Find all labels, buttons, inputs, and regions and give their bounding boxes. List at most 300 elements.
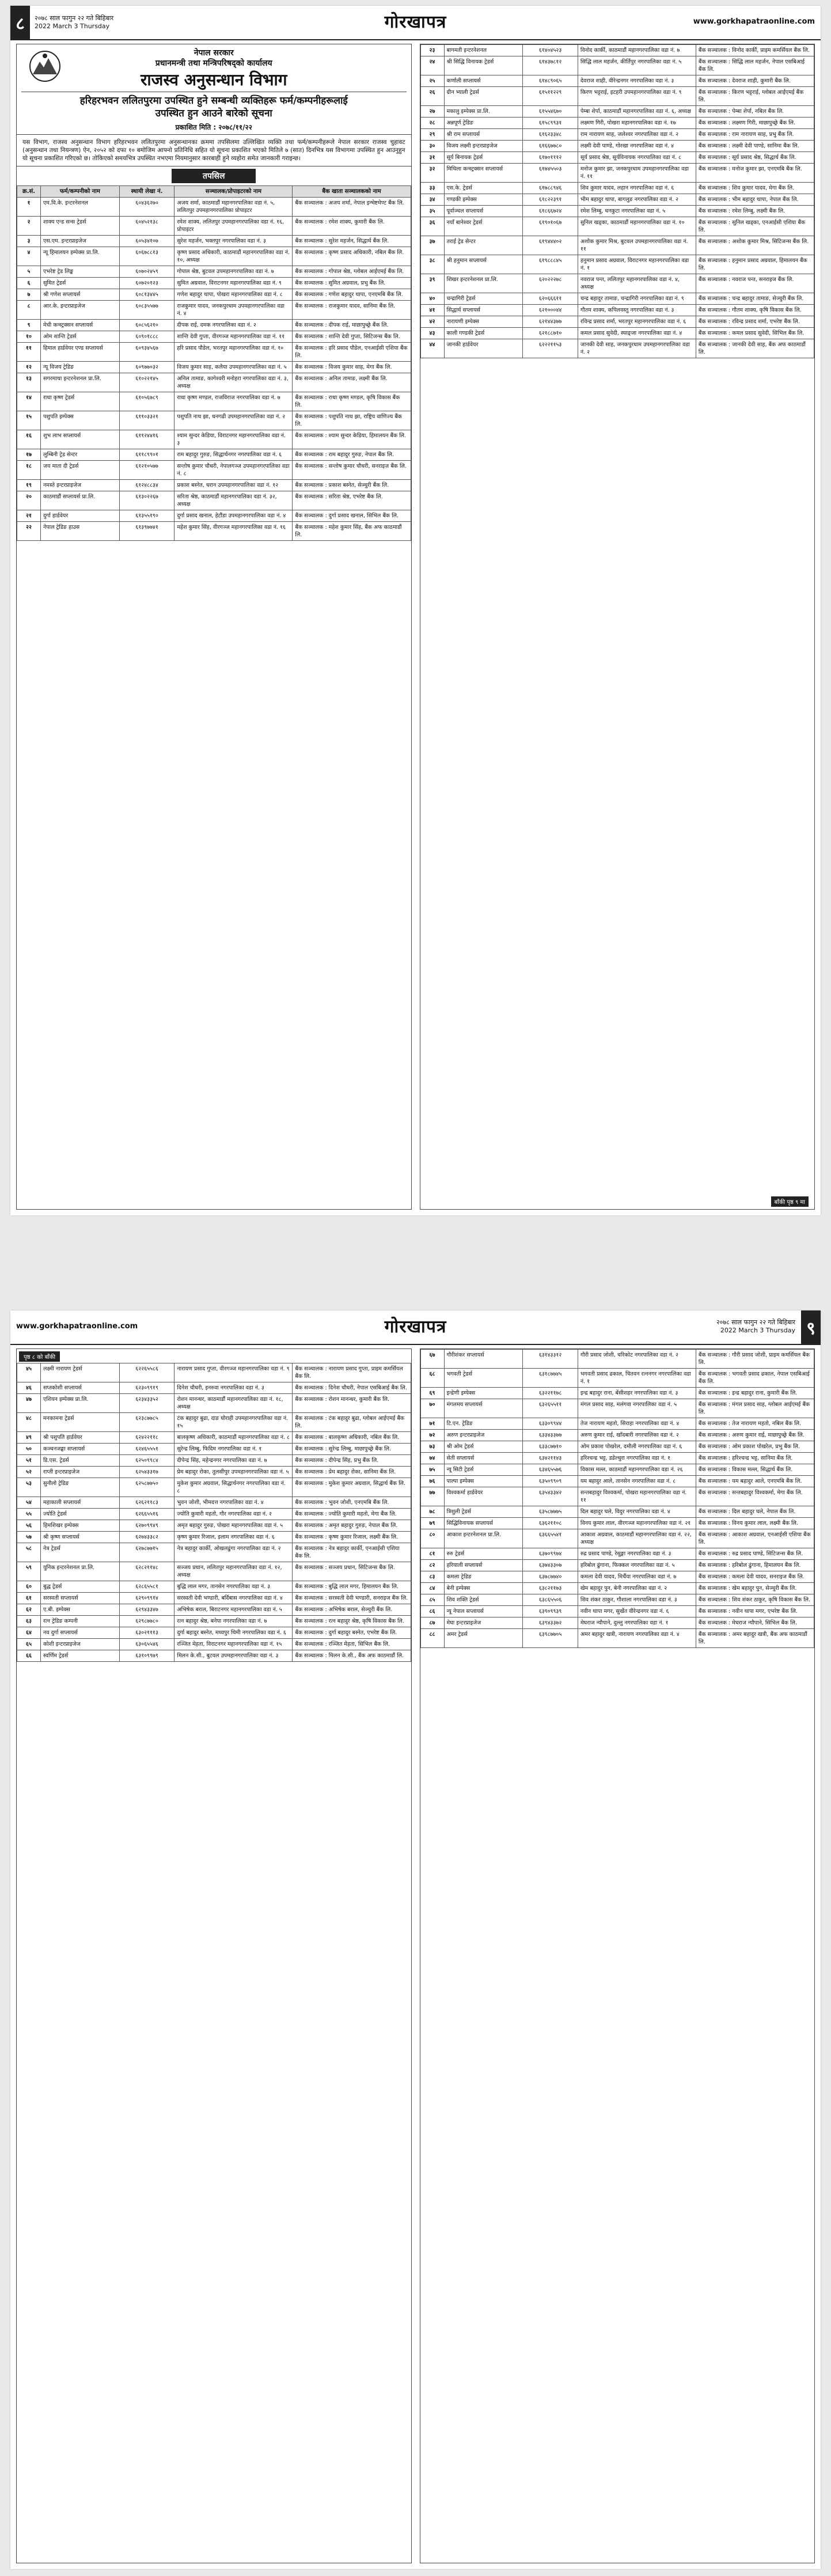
table-row xyxy=(420,1487,814,1506)
bank-cell: बैंक सञ्चालक : दिनेश चौधरी, नेपाल एसबिआई बैंक लि. xyxy=(293,1382,411,1394)
page-columns xyxy=(16,1348,815,2563)
owner-cell: कृष्ण कुमार रिजाल, इलाम नगरपालिका वडा नं. ६ xyxy=(174,1532,293,1543)
pan-number-cell: ६२७८७७१५ xyxy=(119,1543,174,1562)
serial-number-cell: ४५ xyxy=(17,1363,41,1382)
bank-cell: बैंक सञ्चालक : सन्तोष कुमार चौधरी, सनराइज बैंक लि. xyxy=(293,461,411,480)
serial-number-cell: ६७ xyxy=(420,1350,444,1369)
table-row xyxy=(17,1581,411,1593)
firm-name-cell: नारायणी इम्पेक्स xyxy=(444,316,523,328)
serial-number-cell: २९ xyxy=(420,129,444,141)
table-row xyxy=(17,1520,411,1532)
newspaper-title: गोरखापत्र xyxy=(384,12,447,32)
table-row xyxy=(17,510,411,522)
bank-cell: बैंक सञ्चालक : राजकुमार यादव, सानिमा बैंक लि. xyxy=(293,301,411,320)
serial-number-cell: २० xyxy=(17,491,41,510)
table-row xyxy=(17,1639,411,1650)
serial-number-cell: ८२ xyxy=(420,1560,444,1571)
firm-name-cell: सेती सप्लायर्स xyxy=(444,1453,523,1464)
table-row xyxy=(420,1518,814,1529)
masthead xyxy=(10,1310,821,1345)
masthead xyxy=(10,6,821,40)
bank-cell: बैंक सञ्चालक : रुद्र प्रसाद पाण्डे, सिटिजन्स बैंक लि. xyxy=(696,1548,814,1560)
firm-name-cell: जानकी हार्डवेयर xyxy=(444,339,523,358)
table-row xyxy=(420,236,814,255)
table-row xyxy=(17,1467,411,1478)
bank-cell: बैंक सञ्चालक : दुर्गा प्रसाद खनाल, सिभिल बैंक लि. xyxy=(293,510,411,522)
table-row xyxy=(420,316,814,328)
owner-cell: विजय कुमार साह, कलैया उपमहानगरपालिका वडा नं. ५ xyxy=(174,362,293,373)
owner-cell: लक्ष्मण गिरी, पोखरा महानगरपालिका वडा नं. १७ xyxy=(578,118,696,129)
serial-number-cell: १४ xyxy=(17,392,41,411)
owner-cell: भीम बहादुर थापा, बागलुङ नगरपालिका वडा नं. २ xyxy=(578,194,696,206)
serial-number-cell: ६४ xyxy=(17,1627,41,1639)
serial-number-cell: ८ xyxy=(17,301,41,320)
bank-cell: बैंक सञ्चालक : मुकेश कुमार अग्रवाल, सिद्धार्थ बैंक लि. xyxy=(293,1478,411,1497)
bank-cell: बैंक सञ्चालक : प्रकाश बस्नेत, सेञ्चुरी बैंक लि. xyxy=(293,480,411,491)
table-row xyxy=(17,1455,411,1467)
owner-cell: गणेश बहादुर थापा, पोखरा महानगरपालिका वडा नं. ८ xyxy=(174,289,293,301)
firm-name-cell: मिथिला कन्स्ट्रक्सन सप्लायर्स xyxy=(444,164,523,183)
bank-cell: बैंक सञ्चालक : मेघराज न्यौपाने, सिभिल बैंक लि. xyxy=(696,1617,814,1629)
owner-cell: हरि प्रसाद पौडेल, भरतपुर महानगरपालिका वडा नं. १० xyxy=(174,343,293,362)
serial-number-cell: २२ xyxy=(17,522,41,541)
firm-name-cell: दुर्गा हार्डवेयर xyxy=(41,510,120,522)
firm-name-cell: राप्ती इन्टरप्राइजेज xyxy=(41,1467,120,1478)
pan-number-cell: ६३६६५५४१ xyxy=(523,1529,578,1548)
bank-cell: बैंक सञ्चालक : रत्न बहादुर श्रेष्ठ, कृषि विकास बैंक लि. xyxy=(293,1616,411,1627)
firm-name-cell: त्रिशुली ट्रेडर्स xyxy=(444,1506,523,1518)
firm-name-cell: हिमशिखर इम्पेक्स xyxy=(41,1520,120,1532)
owner-cell: अभिषेक बराल, बिराटनगर महानगरपालिका वडा नं. ५ xyxy=(174,1604,293,1616)
schedule-title: तपसिल xyxy=(172,169,256,183)
owner-cell: दीपक राई, दमक नगरपालिका वडा नं. २ xyxy=(174,320,293,331)
firm-name-cell: नव दुर्गा सप्लायर्स xyxy=(41,1627,120,1639)
firm-name-cell: न्यू नेपाल सप्लायर्स xyxy=(444,1606,523,1617)
pan-number-cell: ६२३८७७८५ xyxy=(119,1413,174,1432)
pan-number-cell: ६२१४४३७७ xyxy=(523,316,578,328)
table-row xyxy=(420,1476,814,1487)
bank-cell: बैंक सञ्चालक : गणेश बहादुर थापा, एनएमबि बैंक लि. xyxy=(293,289,411,301)
firm-name-cell: सुनौलो ट्रेडिङ xyxy=(41,1478,120,1497)
bank-cell: बैंक सञ्चालक : बुद्धि लाल मगर, हिमालयन बैंक लि. xyxy=(293,1581,411,1593)
table-row xyxy=(420,1399,814,1418)
serial-number-cell: ३० xyxy=(420,141,444,152)
owner-cell: महेश कुमार सिंह, वीरगञ्ज महानगरपालिका वडा नं. १६ xyxy=(174,522,293,541)
firm-name-cell: गौरीशंकर सप्लायर्स xyxy=(444,1350,523,1369)
table-row xyxy=(420,328,814,339)
header-bank: बैंक खाता सञ्चालकको नाम xyxy=(293,186,411,198)
serial-number-cell: ३३ xyxy=(420,183,444,194)
table-row xyxy=(17,1562,411,1581)
bank-cell: बैंक सञ्चालक : देवराज शाही, कुमारी बैंक लि. xyxy=(696,75,814,87)
owner-cell: देवराज शाही, वीरेन्द्रनगर नगरपालिका वडा नं. ३ xyxy=(578,75,696,87)
pan-number-cell: ६३२६५५११ xyxy=(523,1399,578,1418)
page-number: ९ xyxy=(801,1310,821,1344)
table-row xyxy=(420,1583,814,1594)
serial-number-cell: ७० xyxy=(420,1399,444,1418)
table-row xyxy=(420,1350,814,1369)
serial-number-cell: १९ xyxy=(17,480,41,491)
bank-cell: बैंक सञ्चालक : तेज नारायण महतो, नबिल बैंक लि. xyxy=(696,1418,814,1430)
table-row xyxy=(17,392,411,411)
firm-name-cell: अमर ट्रेडर्स xyxy=(444,1629,523,1648)
table-row xyxy=(420,305,814,316)
serial-number-cell: २ xyxy=(17,217,41,236)
firm-name-cell: एशियन इम्पेक्स प्रा.लि. xyxy=(41,1394,120,1413)
serial-number-cell: ७१ xyxy=(420,1418,444,1430)
firm-name-cell: रुरु ट्रेडर्स xyxy=(444,1548,523,1560)
table-row xyxy=(17,331,411,343)
pan-number-cell: ६१५८९९३१ xyxy=(523,118,578,129)
table-row xyxy=(420,1617,814,1629)
date-english: 2022 March 3 Thursday xyxy=(720,1327,795,1334)
owner-cell: सुनिल खड्का, काठमाडौं महानगरपालिका वडा नं. १० xyxy=(578,217,696,236)
table-row xyxy=(420,217,814,236)
pan-number-cell: ६०८५६२१० xyxy=(119,320,174,331)
firm-name-cell: पशुपति इम्पेक्स xyxy=(41,411,120,430)
pan-number-cell: ६१९४४४०२ xyxy=(523,236,578,255)
table-row xyxy=(420,1571,814,1583)
owner-cell: शान्ति देवी गुप्ता, वीरगञ्ज महानगरपालिका वडा नं. ११ xyxy=(174,331,293,343)
serial-number-cell: ७९ xyxy=(420,1518,444,1529)
owner-cell: सिद्धि लाल महर्जन, कीर्तिपुर नगरपालिका वडा नं. ५ xyxy=(578,56,696,75)
bank-cell: बैंक सञ्चालक : शिव शंकर ठाकुर, कृषि विकास बैंक लि. xyxy=(696,1594,814,1606)
serial-number-cell: ११ xyxy=(17,343,41,362)
serial-number-cell: ४१ xyxy=(420,305,444,316)
notice-header xyxy=(17,44,411,135)
pan-number-cell: ६३०६५५४६ xyxy=(119,1639,174,1650)
owner-cell: मेघराज न्यौपाने, दुल्लु नगरपालिका वडा नं. १ xyxy=(578,1617,696,1629)
bank-cell: बैंक सञ्चालक : सिद्धि लाल महर्जन, नेपाल एसबिआई बैंक लि. xyxy=(696,56,814,75)
firm-name-cell: जय माता दी ट्रेडर्स xyxy=(41,461,120,480)
firm-name-cell: मंगलमय सप्लायर्स xyxy=(444,1399,523,1418)
table-row xyxy=(420,206,814,217)
notice-table-left xyxy=(17,185,411,541)
owner-cell: ज्योति कुमारी महतो, गौर नगरपालिका वडा नं. २ xyxy=(174,1509,293,1520)
owner-cell: प्रकाश बस्नेत, धरान उपमहानगरपालिका वडा नं. १२ xyxy=(174,480,293,491)
pan-number-cell: ६१५११२२९ xyxy=(523,87,578,106)
bank-cell: बैंक सञ्चालक : रविन्द्र प्रसाद शर्मा, एभरेष्ट बैंक लि. xyxy=(696,316,814,328)
pan-number-cell: ६११२४४१६ xyxy=(119,430,174,449)
pan-number-cell: ६११०३३२१ xyxy=(119,411,174,430)
firm-name-cell: श्री ओम ट्रेडर्स xyxy=(444,1441,523,1453)
masthead-date xyxy=(716,1319,795,1335)
serial-number-cell: ५२ xyxy=(17,1467,41,1478)
owner-cell: ओम प्रकाश पोखरेल, दमौली नगरपालिका वडा नं. ६ xyxy=(578,1441,696,1453)
serial-number-cell: ८४ xyxy=(420,1583,444,1594)
header-name: फर्म/कम्पनीको नाम xyxy=(41,186,120,198)
table-row xyxy=(420,106,814,118)
owner-cell: अनिल तामाङ, कागेश्वरी मनोहरा नगरपालिका वडा नं. ३, अध्यक्ष xyxy=(174,373,293,392)
firm-name-cell: शिखर इन्टरनेशनल प्रा.लि. xyxy=(444,274,523,293)
table-row xyxy=(17,289,411,301)
bank-cell: बैंक सञ्चालक : ओम प्रकाश पोखरेल, प्रभु बैंक लि. xyxy=(696,1441,814,1453)
bank-cell: बैंक सञ्चालक : पशुपति नाथ झा, राष्ट्रिय वाणिज्य बैंक लि. xyxy=(293,411,411,430)
page-columns xyxy=(16,44,815,1210)
pan-number-cell: ६२९८७७८० xyxy=(119,1616,174,1627)
owner-cell: दिनेश चौधरी, इनरुवा नगरपालिका वडा नं. ३ xyxy=(174,1382,293,1394)
newspaper-page-8 xyxy=(10,6,821,1215)
bank-cell: बैंक सञ्चालक : रञ्जित मेहता, सिभिल बैंक लि. xyxy=(293,1639,411,1650)
owner-cell: दुर्गा बहादुर बस्नेत, मध्यपुर थिमी नगरपालिका वडा नं. ६ xyxy=(174,1627,293,1639)
pan-number-cell: ६२६६५५१६ xyxy=(119,1509,174,1520)
pan-number-cell: ६१०५६७८९ xyxy=(119,392,174,411)
pan-number-cell: ६२१०००४४ xyxy=(523,305,578,316)
bank-cell: बैंक सञ्चालक : श्याम सुन्दर केडिया, हिमालयन बैंक लि. xyxy=(293,430,411,449)
firm-name-cell: शुभ लाभ सप्लायर्स xyxy=(41,430,120,449)
owner-cell: गौरी प्रसाद जोशी, चरिकोट नगरपालिका वडा नं. २ xyxy=(578,1350,696,1369)
firm-name-cell: मकालु इम्पेक्स प्रा.लि. xyxy=(444,106,523,118)
bank-cell: बैंक सञ्चालक : मंगल प्रसाद साह, ग्लोबल आईएमई बैंक लि. xyxy=(696,1399,814,1418)
bank-cell: बैंक सञ्चालक : राम बहादुर गुरुङ, नेपाल बैंक लि. xyxy=(293,449,411,461)
table-row xyxy=(17,449,411,461)
bank-cell: बैंक सञ्चालक : सरिता श्रेष्ठ, एभरेष्ट बैंक लि. xyxy=(293,491,411,510)
bank-cell: बैंक सञ्चालक : शान्ति देवी गुप्ता, सिटिजन्स बैंक लि. xyxy=(293,331,411,343)
table-row xyxy=(17,1444,411,1455)
firm-name-cell: डि.एस. ट्रेडर्स xyxy=(41,1455,120,1467)
firm-name-cell: ओम शान्ति ट्रेडर्स xyxy=(41,331,120,343)
serial-number-cell: १६ xyxy=(17,430,41,449)
firm-name-cell: टि.एन. ट्रेडिङ xyxy=(444,1418,523,1430)
table-row xyxy=(420,293,814,305)
owner-cell: अशोक कुमार मिश्र, बुटवल उपमहानगरपालिका वडा नं. ११ xyxy=(578,236,696,255)
masthead-date xyxy=(30,14,113,31)
serial-number-cell: ७३ xyxy=(420,1441,444,1453)
table-row xyxy=(420,164,814,183)
bank-cell: बैंक सञ्चालक : शिव कुमार यादव, मेगा बैंक लि. xyxy=(696,183,814,194)
serial-number-cell: ५ xyxy=(17,266,41,278)
bank-cell: बैंक सञ्चालक : लक्ष्मण गिरी, माछापुच्छ्रे बैंक लि. xyxy=(696,118,814,129)
pan-number-cell: ६२८६५५८१ xyxy=(119,1581,174,1593)
owner-cell: यम बहादुर आले, तानसेन नगरपालिका वडा नं. ८ xyxy=(578,1476,696,1487)
table-row xyxy=(17,266,411,278)
notice-table-right xyxy=(420,44,815,358)
bank-cell: बैंक सञ्चालक : अमृत बहादुर गुरुङ, नेपाल बैंक लि. xyxy=(293,1520,411,1532)
serial-number-cell: ४७ xyxy=(17,1394,41,1413)
owner-cell: खेम बहादुर पुन, बेनी नगरपालिका वडा नं. २ xyxy=(578,1583,696,1594)
pan-number-cell: ६१०२२१४५ xyxy=(119,373,174,392)
bank-cell: बैंक सञ्चालक : विकास मल्ल, सिद्धार्थ बैंक लि. xyxy=(696,1464,814,1476)
firm-name-cell: युनिक इन्टरनेशनल प्रा.लि. xyxy=(41,1562,120,1581)
bank-cell: बैंक सञ्चालक : विनय कुमार लाल, लक्ष्मी बैंक लि. xyxy=(696,1518,814,1529)
serial-number-cell: ५१ xyxy=(17,1455,41,1467)
bank-cell: बैंक सञ्चालक : दीपक राई, माछापुच्छ्रे बैंक लि. xyxy=(293,320,411,331)
pan-number-cell: ६३३८७७१० xyxy=(523,1441,578,1453)
bank-cell: बैंक सञ्चालक : कमल प्रसाद सुवेदी, सिभिल बैंक लि. xyxy=(696,328,814,339)
pan-number-cell: ६११८९९०१ xyxy=(119,449,174,461)
table-row xyxy=(420,1453,814,1464)
header-owner: सञ्चालक/प्रोपाइटरको नाम xyxy=(174,186,293,198)
owner-cell: दीपेन्द्र सिंह, महेन्द्रनगर नगरपालिका वडा नं. ७ xyxy=(174,1455,293,1467)
table-row xyxy=(17,1650,411,1662)
bank-cell: बैंक सञ्चालक : अभिषेक बराल, सेञ्चुरी बैंक लि. xyxy=(293,1604,411,1616)
table-row xyxy=(420,183,814,194)
notice-government: नेपाल सरकार xyxy=(193,48,234,58)
pan-number-cell: ६१३५५१९० xyxy=(119,510,174,522)
pan-number-cell: ६०९०१८८८ xyxy=(119,331,174,343)
owner-cell: विनय कुमार लाल, वीरगञ्ज महानगरपालिका वडा नं. २१ xyxy=(578,1518,696,1529)
owner-cell: भगवती प्रसाद ढकाल, चितवन रत्ननगर नगरपालिका वडा नं. १ xyxy=(578,1369,696,1388)
firm-name-cell: नेत्र ट्रेडर्स xyxy=(41,1543,120,1562)
header-pan: स्थायी लेखा नं. xyxy=(119,186,174,198)
firm-name-cell: हिमाल हार्डवेयर एण्ड सप्लायर्स xyxy=(41,343,120,362)
bank-cell: बैंक सञ्चालक : गोपाल श्रेष्ठ, ग्लोबल आईएमई बैंक लि. xyxy=(293,266,411,278)
owner-cell: नवराज पन्त, ललितपुर महानगरपालिका वडा नं. ४, अध्यक्ष xyxy=(578,274,696,293)
firm-name-cell: कमला ट्रेडिङ xyxy=(444,1571,523,1583)
bank-cell: बैंक सञ्चालक : लक्ष्मी देवी पाण्डे, सानिमा बैंक लि. xyxy=(696,141,814,152)
serial-number-cell: ८७ xyxy=(420,1617,444,1629)
table-row xyxy=(420,1594,814,1606)
owner-cell: मनोज कुमार झा, जनकपुरधाम उपमहानगरपालिका वडा नं. ११ xyxy=(578,164,696,183)
table-row xyxy=(17,411,411,430)
bank-cell: बैंक सञ्चालक : मिलन के.सी., बैंक अफ काठमाडौं लि. xyxy=(293,1650,411,1662)
owner-cell: हरिबोल ढुंगाना, फिक्कल नगरपालिका वडा नं. ५ xyxy=(578,1560,696,1571)
owner-cell: तेज नारायण महतो, सिराहा नगरपालिका वडा नं. ४ xyxy=(578,1418,696,1430)
firm-name-cell: पूर्वाञ्चल सप्लायर्स xyxy=(444,206,523,217)
bank-cell: बैंक सञ्चालक : गौरी प्रसाद जोशी, प्राइम कमर्सियल बैंक लि. xyxy=(696,1350,814,1369)
serial-number-cell: ४८ xyxy=(17,1413,41,1432)
pan-number-cell: ६३५०९९०९ xyxy=(523,1476,578,1487)
pan-number-cell: ६३५८७७७५ xyxy=(523,1506,578,1518)
pan-number-cell: ६०७२०१२३ xyxy=(119,278,174,289)
pan-number-cell: ६१४३७८१२ xyxy=(523,56,578,75)
serial-number-cell: १ xyxy=(17,198,41,217)
firm-name-cell: एभरेष्ट ट्रेड लिङ्क xyxy=(41,266,120,278)
bank-cell: बैंक सञ्चालक : दिल बहादुर घले, नेपाल बैंक लि. xyxy=(696,1506,814,1518)
serial-number-cell: ५८ xyxy=(17,1543,41,1562)
owner-cell: हरिश्चन्द्र भट्ट, डडेल्धुरा नगरपालिका वडा नं. १ xyxy=(578,1453,696,1464)
table-row xyxy=(17,1532,411,1543)
bank-cell: बैंक सञ्चालक : सुमित अग्रवाल, प्रभु बैंक लि. xyxy=(293,278,411,289)
firm-name-cell: रत्न ट्रेडिङ कम्पनी xyxy=(41,1616,120,1627)
owner-cell: सूर्य प्रसाद श्रेष्ठ, सूर्यविनायक नगरपालिका वडा नं. ८ xyxy=(578,152,696,164)
table-row xyxy=(17,430,411,449)
serial-number-cell: ८६ xyxy=(420,1606,444,1617)
pan-number-cell: ६२९०९९१४ xyxy=(119,1593,174,1604)
firm-name-cell: श्री हनुमान सप्लायर्स xyxy=(444,255,523,274)
serial-number-cell: ३७ xyxy=(420,236,444,255)
firm-name-cell: महाकाली सप्लायर्स xyxy=(41,1497,120,1509)
table-body xyxy=(17,198,411,541)
table-row xyxy=(17,1509,411,1520)
pan-number-cell: ६२०६६६११ xyxy=(523,293,578,305)
owner-cell: रत्न बहादुर श्रेष्ठ, बनेपा नगरपालिका वडा नं. ७ xyxy=(174,1616,293,1627)
serial-number-cell: १३ xyxy=(17,373,41,392)
serial-number-cell: ७८ xyxy=(420,1506,444,1518)
owner-cell: विनोद कार्की, काठमाडौं महानगरपालिका वडा नं. ७ xyxy=(578,45,696,56)
bank-cell: बैंक सञ्चालक : चन्द्र बहादुर तामाङ, सेञ्चुरी बैंक लि. xyxy=(696,293,814,305)
owner-cell: श्याम सुन्दर केडिया, विराटनगर महानगरपालिका वडा नं. ३ xyxy=(174,430,293,449)
website-url[interactable]: www.gorkhapatraonline.com xyxy=(693,17,815,26)
table-row xyxy=(17,1394,411,1413)
website-url[interactable]: www.gorkhapatraonline.com xyxy=(16,1322,138,1331)
bank-cell: बैंक सञ्चालक : हरिश्चन्द्र भट्ट, सानिमा बैंक लि. xyxy=(696,1453,814,1464)
pan-number-cell: ६२७०९९४९ xyxy=(119,1520,174,1532)
table-row xyxy=(17,362,411,373)
serial-number-cell: ४९ xyxy=(17,1432,41,1444)
firm-name-cell: काठमाडौं सप्लायर्स प्रा.लि. xyxy=(41,491,120,510)
serial-number-cell: ६२ xyxy=(17,1604,41,1616)
firm-name-cell: मनकामना ट्रेडर्स xyxy=(41,1413,120,1432)
firm-name-cell: चन्द्रागिरी ट्रेडर्स xyxy=(444,293,523,305)
serial-number-cell: ४६ xyxy=(17,1382,41,1394)
table-row xyxy=(420,1388,814,1399)
bank-cell: बैंक सञ्चालक : दीपेन्द्र सिंह, प्रभु बैंक लि. xyxy=(293,1455,411,1467)
serial-number-cell: ८३ xyxy=(420,1571,444,1583)
serial-number-cell: ५९ xyxy=(17,1562,41,1581)
bank-cell: बैंक सञ्चालक : ज्योति कुमारी महतो, मेगा बैंक लि. xyxy=(293,1509,411,1520)
serial-number-cell: २३ xyxy=(420,45,444,56)
table-row xyxy=(17,1543,411,1562)
serial-number-cell: ५७ xyxy=(17,1532,41,1543)
bank-cell: बैंक सञ्चालक : पेम्बा शेर्पा, नबिल बैंक लि. xyxy=(696,106,814,118)
pan-number-cell: ६३१४३३१२ xyxy=(523,1350,578,1369)
owner-cell: रोशन मानन्धर, काठमाडौं महानगरपालिका वडा नं. १८, अध्यक्ष xyxy=(174,1394,293,1413)
firm-name-cell: सिद्धार्थ सप्लायर्स xyxy=(444,305,523,316)
pan-number-cell: ६३९८७७०५ xyxy=(523,1629,578,1648)
table-row xyxy=(17,320,411,331)
table-body xyxy=(420,45,814,358)
owner-cell: मिलन के.सी., बुटवल उपमहानगरपालिका वडा नं. ३ xyxy=(174,1650,293,1662)
table-row xyxy=(17,217,411,236)
pan-number-cell: ६०५३४१०७ xyxy=(119,236,174,247)
owner-cell: रञ्जित मेहता, विराटनगर महानगरपालिका वडा नं. १५ xyxy=(174,1639,293,1650)
table-header-row xyxy=(17,186,411,198)
table-row xyxy=(17,480,411,491)
bank-cell: बैंक सञ्चालक : राम नारायण साह, प्रभु बैंक लि. xyxy=(696,129,814,141)
pan-number-cell: ६२४६५५५१ xyxy=(119,1444,174,1455)
owner-cell: अमर बहादुर खत्री, नारायण नगरपालिका वडा नं. ४ xyxy=(578,1629,696,1648)
pan-number-cell: ६१२४८८३४ xyxy=(119,480,174,491)
continued-tag: बाँकी पृष्ठ ९ मा xyxy=(771,1196,809,1207)
table-row xyxy=(420,1606,814,1617)
pan-number-cell: ६२५८७७५० xyxy=(119,1478,174,1497)
serial-number-cell: ३६ xyxy=(420,217,444,236)
firm-name-cell: न्यू हिमालयन इम्पेक्स प्रा.लि. xyxy=(41,247,120,266)
table-row xyxy=(420,1430,814,1441)
owner-cell: नारायण प्रसाद गुप्ता, वीरगञ्ज महानगरपालिका वडा नं. ९ xyxy=(174,1363,293,1382)
pan-number-cell: ६१३०२२६७ xyxy=(119,491,174,510)
bank-cell: बैंक सञ्चालक : दुर्गा बहादुर बस्नेत, एभरेष्ट बैंक लि. xyxy=(293,1627,411,1639)
bank-cell: बैंक सञ्चालक : इन्द्र बहादुर राना, कुमारी बैंक लि. xyxy=(696,1388,814,1399)
bank-cell: बैंक सञ्चालक : सूर्य प्रसाद श्रेष्ठ, सिद्धार्थ बैंक लि. xyxy=(696,152,814,164)
table-row xyxy=(420,45,814,56)
table-row xyxy=(17,236,411,247)
firm-name-cell: अरुण इन्टरप्राइजेज xyxy=(444,1430,523,1441)
table-row xyxy=(17,1363,411,1382)
bank-cell: बैंक सञ्चालक : टंक बहादुर बुढा, ग्लोबल आईएमई बैंक लि. xyxy=(293,1413,411,1432)
firm-name-cell: लुम्बिनी ट्रेड सेन्टर xyxy=(41,449,120,461)
pan-number-cell: ६१९८८८४५ xyxy=(523,255,578,274)
table-row xyxy=(420,1629,814,1648)
table-row xyxy=(17,198,411,217)
firm-name-cell: न्यू विजय ट्रेडिङ xyxy=(41,362,120,373)
owner-cell: प्रेम बहादुर रोका, तुलसीपुर उपमहानगरपालिका वडा नं. ५ xyxy=(174,1467,293,1478)
serial-number-cell: ३४ xyxy=(420,194,444,206)
firm-name-cell: शाक्य एन्ड सन्स ट्रेडर्स xyxy=(41,217,120,236)
notice-left-column xyxy=(16,44,412,1210)
firm-name-cell: श्री कृष्ण सप्लायर्स xyxy=(41,1532,120,1543)
firm-name-cell: हरियाली सप्लायर्स xyxy=(444,1560,523,1571)
serial-number-cell: ६९ xyxy=(420,1388,444,1399)
serial-number-cell: ९ xyxy=(17,320,41,331)
bank-cell: बैंक सञ्चालक : गौतम शाक्य, कृषि विकास बैंक लि. xyxy=(696,305,814,316)
pan-number-cell: ६३१०९९७९ xyxy=(119,1650,174,1662)
pan-number-cell: ६१५५४६७० xyxy=(523,106,578,118)
firm-name-cell: कोशी इन्टरप्राइजेज xyxy=(41,1639,120,1650)
continued-from-tag: पृष्ठ ८ को बाँकी xyxy=(19,1351,60,1362)
pan-number-cell: ६१६६७७८० xyxy=(523,141,578,152)
